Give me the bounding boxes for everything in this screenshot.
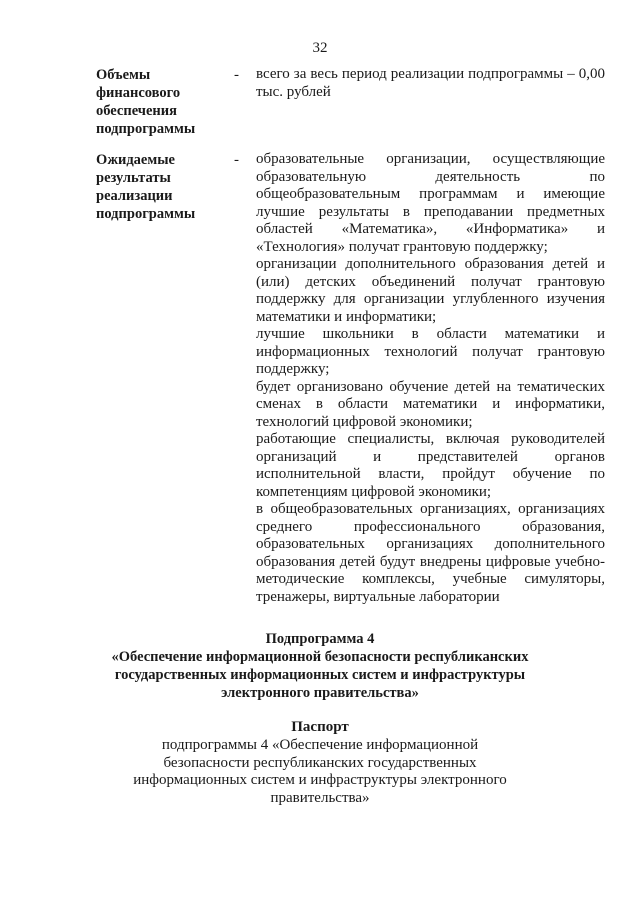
row-label: Объемы финансового обеспечения подпрограммы (96, 67, 196, 137)
passport-subtitle: подпрограммы 4 «Обеспечение информационной безопасности республиканских государственных информационных систем и инфраструктуры электронного правительства» (133, 737, 507, 806)
value-paragraph: будет организовано обучение детей на тематических сменах в области математики и информатики, технологий цифровой экономики; (256, 378, 605, 430)
section-name: «Обеспечение информационной безопасности республиканских государственных информационных систем и инфраструктуры электронного правительства» (111, 649, 529, 701)
value-paragraph: образовательные организации, осуществляющие образовательную деятельность по общеобразовательным программам и имеющие лучшие результаты в преподавании предметных областей «Математика», «Информатика» и «Технология» получат грантовую поддержку; (256, 151, 605, 255)
value-paragraph: в общеобразовательных организациях, организациях среднего профессионального образования, образовательных организациях дополнительного образования детей будут внедрены цифровые учебно-методические комплексы, учебные симуляторы, тренажеры, виртуальные лаборатории (256, 501, 605, 605)
row-value (256, 66, 605, 101)
value-paragraph: всего за весь период реализации подпрограммы – 0,00 тыс. рублей (256, 66, 605, 100)
value-paragraph: организации дополнительного образования детей и (или) детских объединений получат грантовую поддержку для организации углубленного изучения математики и информатики; (256, 256, 605, 325)
passport-heading: Паспорт (291, 719, 349, 735)
row-dash: - (234, 67, 239, 83)
row-value (256, 151, 605, 606)
section-title: Подпрограмма 4 (265, 631, 375, 647)
value-paragraph: работающие специалисты, включая руководителей организаций и представителей органов исполнительной власти, пройдут обучение по компетенциям цифровой экономики; (256, 431, 605, 500)
row-dash: - (234, 152, 239, 168)
page-number: 32 (312, 40, 328, 56)
row-label: Ожидаемые результаты реализации подпрограммы (96, 152, 196, 222)
value-paragraph: лучшие школьники в области математики и информационных технологий получат грантовую поддержку; (256, 326, 605, 377)
